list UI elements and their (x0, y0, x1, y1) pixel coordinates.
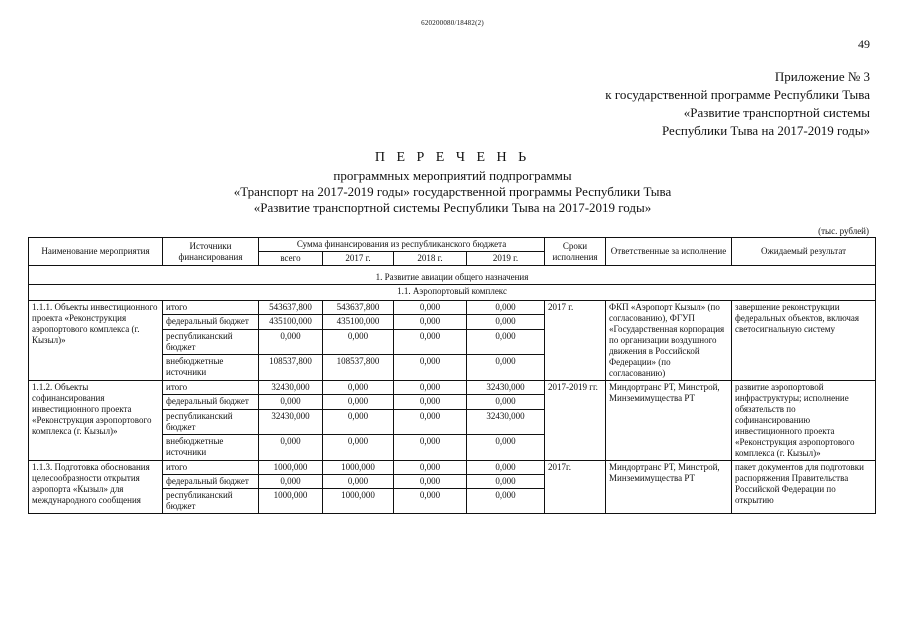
measure-resp: Миндортранс РТ, Минстрой, Минземимущества РТ (606, 461, 732, 514)
table-row (29, 461, 876, 475)
amount-y2018: 0,000 (394, 489, 467, 514)
header-2017: 2017 г. (323, 252, 394, 266)
measure-resp: Миндортранс РТ, Минстрой, Минземимущества РТ (606, 381, 732, 461)
amount-y2018: 0,000 (394, 395, 467, 409)
section-heading: 1. Развитие авиации общего назначения (29, 266, 876, 285)
measure-result: пакет документов для подготовки распоряжения Правительства Российской Федерации по открытию (732, 461, 876, 514)
amount-y2017: 0,000 (323, 329, 394, 355)
amount-y2018: 0,000 (394, 301, 467, 315)
amount-y2017: 0,000 (323, 435, 394, 461)
measure-name: 1.1.3. Подготовка обоснования целесообразности открытия аэропорта «Кызыл» для международного сообщения (29, 461, 163, 514)
appendix-line-1: Приложение № 3 (774, 69, 870, 84)
amount-y2017: 108537,800 (323, 355, 394, 381)
measures-table (28, 237, 876, 514)
amount-total: 1000,000 (259, 489, 323, 514)
amount-y2017: 543637,800 (323, 301, 394, 315)
amount-total: 0,000 (259, 475, 323, 489)
amount-total: 32430,000 (259, 409, 323, 435)
amount-y2019: 0,000 (467, 395, 545, 409)
amount-y2017: 0,000 (323, 409, 394, 435)
document-subtitle (0, 168, 905, 216)
funding-source: итого (163, 461, 259, 475)
funding-source: внебюджетные источники (163, 355, 259, 381)
header-2018: 2018 г. (394, 252, 467, 266)
subtitle-line-2: «Транспорт на 2017-2019 годы» государственной программы Республики Тыва (233, 184, 672, 199)
funding-source: итого (163, 301, 259, 315)
amount-y2019: 0,000 (467, 435, 545, 461)
amount-y2019: 0,000 (467, 461, 545, 475)
amount-y2018: 0,000 (394, 329, 467, 355)
amount-y2019: 0,000 (467, 489, 545, 514)
header-total: всего (259, 252, 323, 266)
amount-total: 108537,800 (259, 355, 323, 381)
amount-y2019: 0,000 (467, 301, 545, 315)
funding-source: республиканский бюджет (163, 489, 259, 514)
amount-y2018: 0,000 (394, 355, 467, 381)
appendix-line-4: Республики Тыва на 2017-2019 годы» (661, 123, 870, 138)
amount-y2017: 0,000 (323, 475, 394, 489)
funding-source: федеральный бюджет (163, 475, 259, 489)
amount-total: 0,000 (259, 435, 323, 461)
amount-y2017: 0,000 (323, 395, 394, 409)
funding-source: республиканский бюджет (163, 409, 259, 435)
header-name: Наименование мероприятия (29, 238, 163, 266)
amount-y2018: 0,000 (394, 461, 467, 475)
table-row (29, 301, 876, 315)
header-responsible: Ответственные за исполнение (606, 238, 732, 266)
measure-term: 2017г. (545, 461, 606, 514)
funding-source: федеральный бюджет (163, 315, 259, 329)
table-row (29, 381, 876, 395)
document-id: 620200080/18482(2) (421, 19, 484, 27)
measure-term: 2017-2019 гг. (545, 381, 606, 461)
measure-result: развитие аэропортовой инфраструктуры; исполнение обязательств по софинансированию инвестиционного проекта «Реконструкция аэропортового комплекса (г. Кызыл)» (732, 381, 876, 461)
header-result: Ожидаемый результат (732, 238, 876, 266)
document-title: П Е Р Е Ч Е Н Ь (374, 150, 531, 165)
amount-total: 1000,000 (259, 461, 323, 475)
measure-resp: ФКП «Аэропорт Кызыл» (по согласованию), ФГУП «Государственная корпорация по организации воздушного движения в Российской Федерации» (по согласованию) (606, 301, 732, 381)
units-note: (тыс. рублей) (818, 226, 869, 236)
amount-total: 0,000 (259, 395, 323, 409)
funding-source: внебюджетные источники (163, 435, 259, 461)
amount-y2018: 0,000 (394, 475, 467, 489)
measure-term: 2017 г. (545, 301, 606, 381)
header-2019: 2019 г. (467, 252, 545, 266)
measure-name: 1.1.2. Объекты софинансирования инвестиционного проекта «Реконструкция аэропортового комплекса (г. Кызыл)» (29, 381, 163, 461)
amount-total: 435100,000 (259, 315, 323, 329)
amount-y2018: 0,000 (394, 381, 467, 395)
header-source: Источники финансирования (163, 238, 259, 266)
appendix-line-3: «Развитие транспортной системы (683, 105, 870, 120)
amount-y2019: 0,000 (467, 475, 545, 489)
amount-total: 32430,000 (259, 381, 323, 395)
funding-source: федеральный бюджет (163, 395, 259, 409)
header-sum: Сумма финансирования из республиканского бюджета (259, 238, 545, 252)
amount-y2019: 32430,000 (467, 409, 545, 435)
amount-y2019: 0,000 (467, 315, 545, 329)
amount-y2019: 0,000 (467, 355, 545, 381)
appendix-header (605, 68, 870, 140)
page-number: 49 (858, 37, 870, 51)
amount-total: 0,000 (259, 329, 323, 355)
measure-name: 1.1.1. Объекты инвестиционного проекта «Реконструкция аэропортового комплекса (г. Кызыл)» (29, 301, 163, 381)
subsection-heading: 1.1. Аэропортовый комплекс (29, 285, 876, 301)
table-header (29, 238, 876, 266)
amount-y2017: 0,000 (323, 381, 394, 395)
amount-y2019: 32430,000 (467, 381, 545, 395)
funding-source: республиканский бюджет (163, 329, 259, 355)
header-term: Сроки исполнения (545, 238, 606, 266)
subtitle-line-3: «Развитие транспортной системы Республики Тыва на 2017-2019 годы» (253, 200, 652, 215)
amount-y2017: 1000,000 (323, 489, 394, 514)
table-body (29, 266, 876, 514)
amount-y2019: 0,000 (467, 329, 545, 355)
funding-source: итого (163, 381, 259, 395)
amount-y2018: 0,000 (394, 315, 467, 329)
appendix-line-2: к государственной программе Республики Тыва (605, 87, 870, 102)
amount-y2017: 435100,000 (323, 315, 394, 329)
measure-result: завершение реконструкции федеральных объектов, включая светосигнальную систему (732, 301, 876, 381)
amount-total: 543637,800 (259, 301, 323, 315)
amount-y2017: 1000,000 (323, 461, 394, 475)
amount-y2018: 0,000 (394, 409, 467, 435)
subtitle-line-1: программных мероприятий подпрограммы (333, 168, 572, 183)
amount-y2018: 0,000 (394, 435, 467, 461)
